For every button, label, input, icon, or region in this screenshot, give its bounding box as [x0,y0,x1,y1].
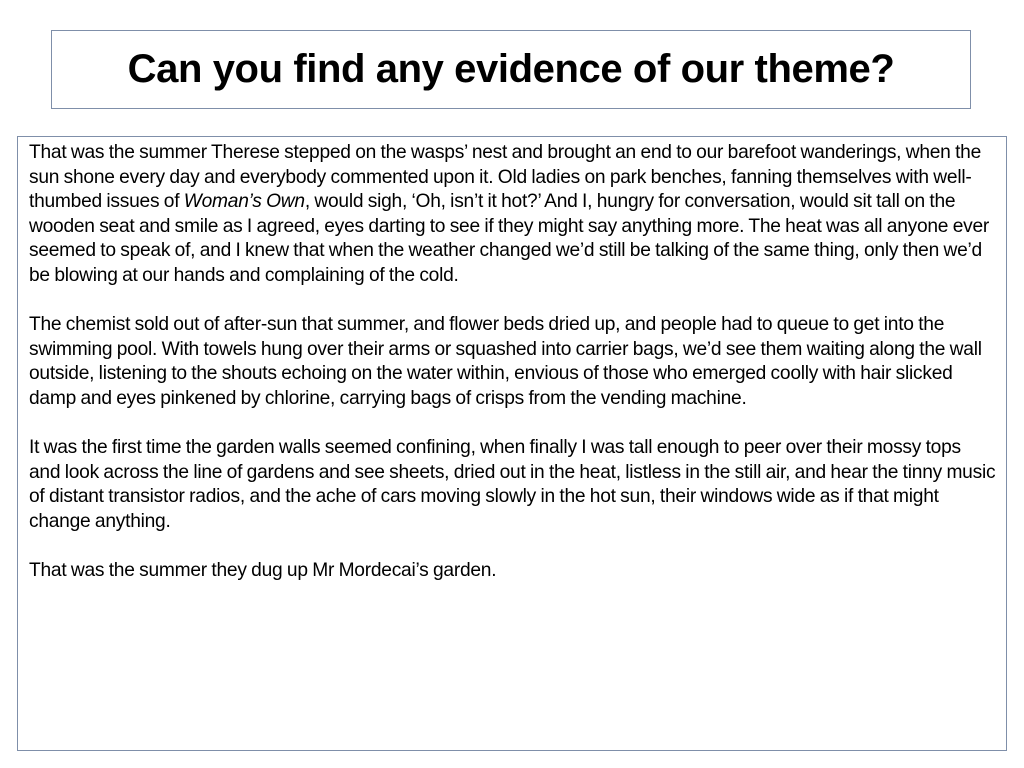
paragraph-3: It was the first time the garden walls seemed confining, when finally I was tall enough to peer over their mossy tops and look across the line of gardens and see sheets, dried out in the heat, listless in the still air, and hear the tinny music of distant transistor radios, and the ache of cars moving slowly in the hot sun, their windows wide as if that might change anything. [29,437,996,532]
magazine-title: Woman’s Own [183,191,305,212]
paragraph-1-text-start: That was the summer Therese stepped on the wasps’ nest and brought an end to our barefoot wanderings, when the sun shone every day and everybody commented upon it. Old ladies on park benches, fanning themselves with well-thumbed issues of [29,142,982,212]
slide-title: Can you find any evidence of our theme? [127,47,895,91]
paragraph-1 [29,141,996,288]
text-frame [17,136,1007,751]
title-frame [51,30,971,109]
paragraph-2: The chemist sold out of after-sun that summer, and flower beds dried up, and people had to queue to get into the swimming pool. With towels hung over their arms or squashed into carrier bags, we’d see them waiting along the wall outside, listening to the shouts echoing on the water within, envious of those who emerged coolly with hair slicked damp and eyes pinkened by chlorine, carrying bags of crisps from the vending machine. [29,314,982,409]
paragraph-1-text-end: , would sigh, ‘Oh, isn’t it hot?’ And I, hungry for conversation, would sit tall on the wooden seat and smile as I agreed, eyes darting to see if they might say anything more. The heat was all anyone ever seemed to speak of, and I knew that when the weather changed we’d still be talking of the same thing, only then we’d be blowing at our hands and complaining of the cold. [29,191,990,286]
paragraph-4: That was the summer they dug up Mr Mordecai’s garden. [29,560,497,581]
